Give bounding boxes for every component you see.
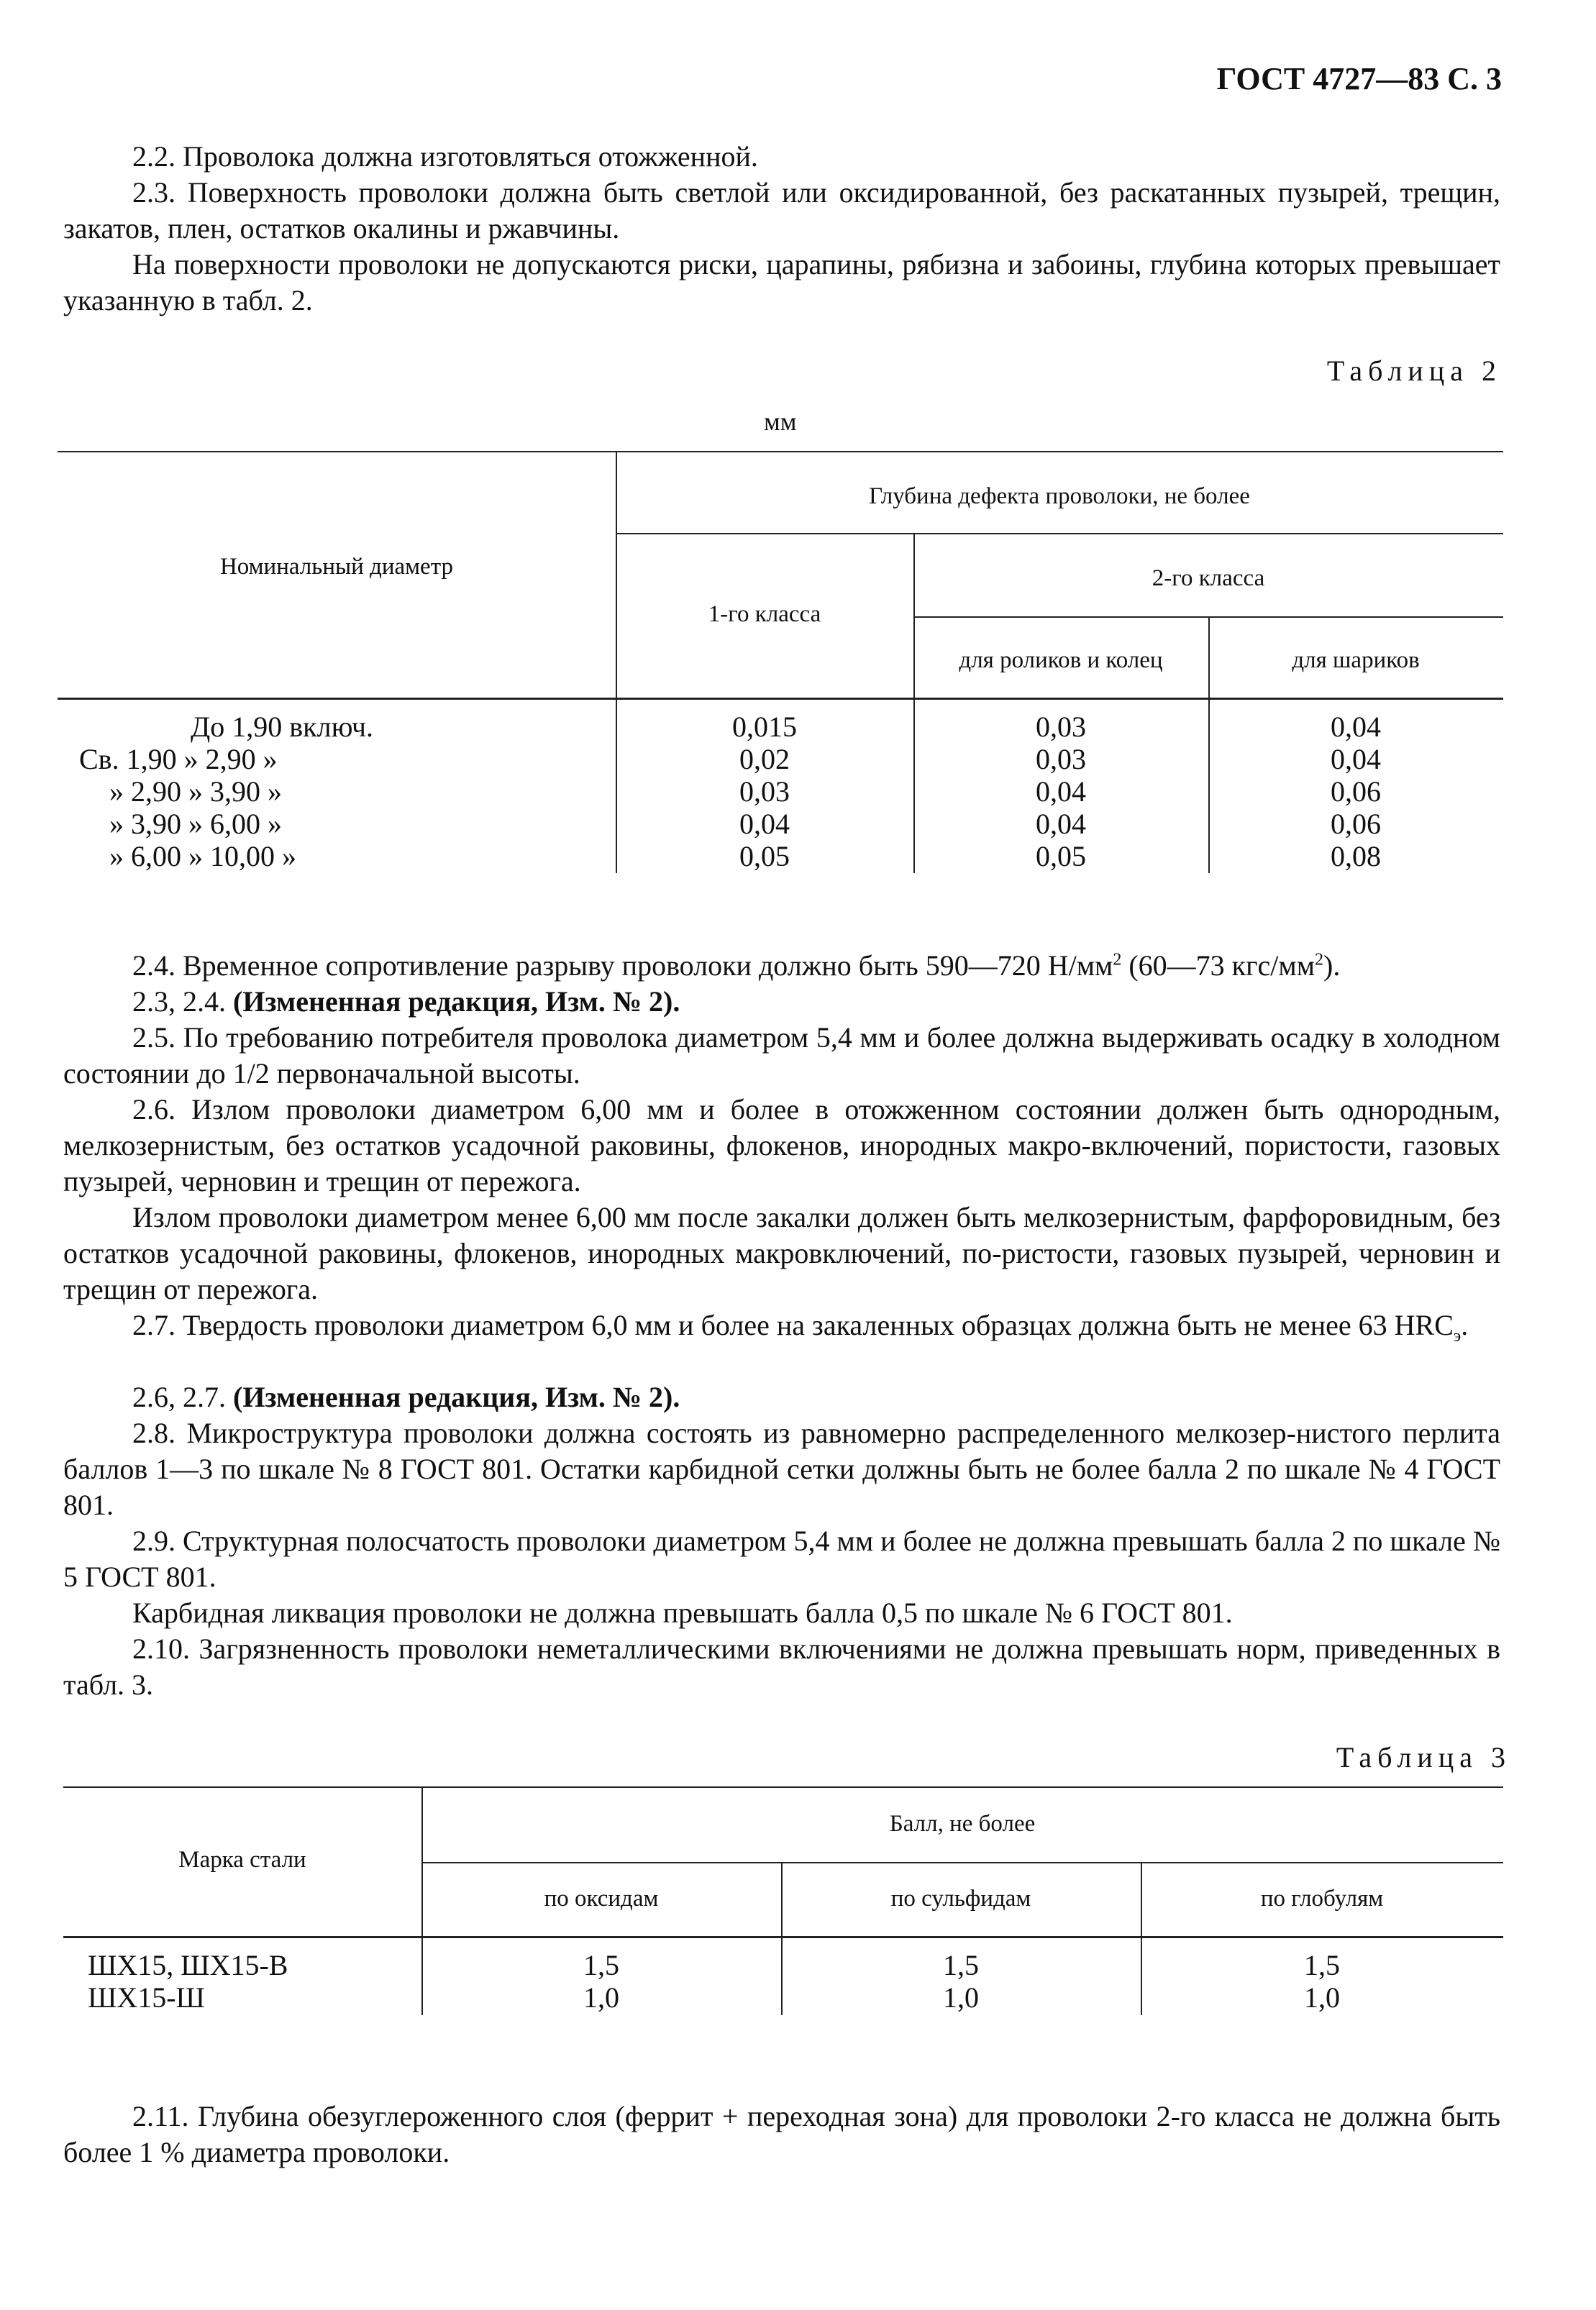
paragraph-2-3: 2.3. Поверхность проволоки должна быть светлой или оксидированной, без раскатанных пузырей, трещин, закатов, плен, остатков окалины и ржавчины.	[63, 176, 1500, 245]
cell-value: 0,08	[1331, 840, 1381, 872]
cell-diameter: До 1,90 включ.	[191, 711, 374, 743]
column-sulfides	[781, 1949, 1141, 2014]
paragraph-2-4	[63, 948, 1500, 984]
header-class-1: 1-го класса	[708, 601, 821, 627]
amendment-text: (Измененная редакция, Изм. № 2).	[233, 1381, 680, 1413]
cell-value: 0,05	[1036, 840, 1086, 872]
amendment-ref: 2.3, 2.4.	[132, 985, 233, 1018]
header-nominal-diameter: Номинальный диаметр	[219, 554, 454, 580]
cell-value: 0,05	[739, 840, 790, 872]
subscript: э	[1453, 1327, 1462, 1346]
cell-value: 1,0	[1304, 1981, 1340, 2014]
header-oxides: по оксидам	[544, 1886, 659, 1912]
table-rule	[63, 1786, 1503, 1788]
cell-value: 1,5	[583, 1949, 619, 1981]
header-defect-depth: Глубина дефекта проволоки, не более	[869, 483, 1250, 509]
fraction: 1/2	[232, 1057, 270, 1090]
paragraph-2-5-text: первоначальной высоты.	[269, 1057, 580, 1090]
column-class-1	[616, 711, 913, 872]
paragraph-2-6-cont: Излом проволоки диаметром менее 6,00 мм после закалки должен быть мелкозернистым, фарфоровидным, без остатков усадочной раковины, флокенов, инородных макровключений, по-ристости, газовых пузырей, черновин и трещин от пережога.	[63, 1201, 1500, 1305]
paragraph-2-7-text: .	[1461, 1309, 1469, 1341]
paragraph-2-2: 2.2. Проволока должна изготовляться отожженной.	[132, 140, 758, 173]
paragraph-2-8: 2.8. Микроструктура проволоки должна состоять из равномерно распределенного мелкозер-нистого перлита баллов 1—3 по шкале № 8 ГОСТ 801. Остатки карбидной сетки должны быть не более балла 2 по шкале № 4 ГОСТ 801.	[63, 1417, 1500, 1521]
table-rule	[616, 533, 1503, 534]
amendment-ref: 2.6, 2.7.	[132, 1381, 233, 1413]
amendment-note-1	[63, 984, 1500, 1020]
cell-value: 1,0	[583, 1981, 619, 2014]
cell-value: 0,04	[1331, 711, 1381, 743]
paragraph-2-10: 2.10. Загрязненность проволоки неметаллическими включениями не должна превышать норм, приведенных в табл. 3.	[63, 1633, 1500, 1701]
paragraph-2-4-text: ).	[1323, 949, 1341, 982]
cell-value: 0,04	[1036, 808, 1086, 840]
header-sulfides: по сульфидам	[890, 1886, 1031, 1912]
amendment-note-2	[63, 1379, 1500, 1415]
cell-diameter: » 6,00 » 10,00 »	[109, 840, 296, 872]
header-rollers: для роликов и колец	[959, 647, 1163, 673]
cell-value: 0,02	[739, 743, 790, 775]
paragraph-2-4-text: (60—73 кгс/мм	[1121, 949, 1315, 982]
paragraph-2-5-text: 2.5. По требованию потребителя проволока диаметром 5,4 мм и более должна выдерживать осадку в холодном состоянии до	[63, 1021, 1500, 1090]
table-rule	[63, 1936, 1503, 1938]
header-class-2: 2-го класса	[1152, 565, 1265, 591]
cell-diameter: Св. 1,90 » 2,90 »	[79, 743, 278, 775]
table-row	[79, 711, 424, 872]
amendment-text: (Измененная редакция, Изм. № 2).	[233, 985, 680, 1018]
paragraph-2-4-text: 2.4. Временное сопротивление разрыву проволоки должно быть 590—720 Н/мм	[132, 949, 1113, 982]
cell-value: 0,04	[739, 808, 790, 840]
paragraph-2-3-cont: На поверхности проволоки не допускаются риски, царапины, рябизна и забоины, глубина которых превышает указанную в табл. 2.	[63, 248, 1500, 316]
paragraph-2-5	[63, 1020, 1500, 1092]
column-globules	[1141, 1949, 1503, 2014]
cell-value: 1,0	[943, 1981, 979, 2014]
header-globules: по глобулям	[1260, 1886, 1384, 1912]
cell-value: 0,03	[1036, 711, 1086, 743]
page-header: ГОСТ 4727—83 С. 3	[1216, 61, 1502, 96]
table-3-caption: Таблица 3	[1336, 1741, 1511, 1773]
column-rollers	[913, 711, 1208, 872]
column-steel-grade	[88, 1949, 419, 2014]
table-rule	[421, 1862, 1503, 1863]
cell-diameter: » 3,90 » 6,00 »	[109, 808, 282, 840]
cell-diameter: » 2,90 » 3,90 »	[109, 775, 282, 808]
paragraph-2-6: 2.6. Излом проволоки диаметром 6,00 мм и более в отожженном состоянии должен быть однородным, мелкозернистым, без остатков усадочной раковины, флокенов, инородных макро-включений, пористости, газовых пузырей, черновин и трещин от пережога.	[63, 1093, 1500, 1197]
header-steel-grade: Марка стали	[178, 1847, 306, 1873]
cell-value: 0,04	[1036, 775, 1086, 808]
cell-grade: ШХ15-Ш	[88, 1981, 205, 2014]
header-balls: для шариков	[1292, 647, 1420, 673]
table-2-units: мм	[764, 407, 797, 436]
cell-value: 0,03	[739, 775, 790, 808]
cell-value: 0,04	[1331, 743, 1381, 775]
superscript: 2	[1315, 950, 1324, 969]
table-2-caption: Таблица 2	[1326, 355, 1502, 387]
cell-grade: ШХ15, ШХ15-В	[88, 1949, 288, 1981]
paragraph-2-9-cont: Карбидная ликвация проволоки не должна превышать балла 0,5 по шкале № 6 ГОСТ 801.	[132, 1597, 1233, 1629]
cell-value: 0,06	[1331, 808, 1381, 840]
table-rule	[58, 451, 1503, 452]
cell-value: 0,03	[1036, 743, 1086, 775]
column-balls	[1208, 711, 1503, 872]
cell-value: 1,5	[943, 1949, 979, 1981]
cell-value: 0,06	[1331, 775, 1381, 808]
header-score: Балл, не более	[889, 1811, 1036, 1837]
paragraph-2-11: 2.11. Глубина обезуглероженного слоя (феррит + переходная зона) для проволоки 2-го класса не должна быть более 1 % диаметра проволоки.	[63, 2100, 1500, 2168]
superscript: 2	[1113, 950, 1122, 969]
paragraph-2-7-text: 2.7. Твердость проволоки диаметром 6,0 мм и более на закаленных образцах должна быть не менее 63 HRC	[132, 1309, 1454, 1341]
table-rule	[58, 698, 1503, 700]
paragraph-2-7	[63, 1307, 1500, 1346]
cell-value: 0,015	[732, 711, 797, 743]
column-oxides	[421, 1949, 781, 2014]
cell-value: 1,5	[1304, 1949, 1340, 1981]
paragraph-2-9: 2.9. Структурная полосчатость проволоки диаметром 5,4 мм и более не должна превышать балла 2 по шкале № 5 ГОСТ 801.	[63, 1525, 1500, 1593]
